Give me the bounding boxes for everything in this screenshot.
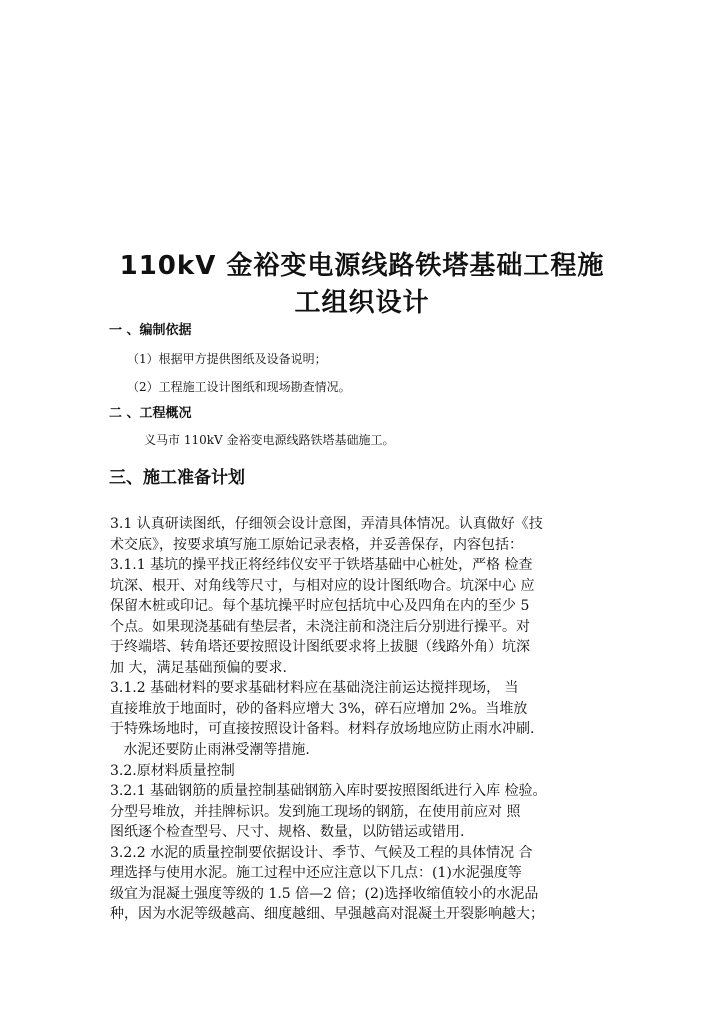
section1-heading: 一 、编制依据 [109, 323, 192, 338]
paragraph-line: 理选择与使用水泥。施工过程中还应注意以下几点：(1)水泥强度等 [110, 865, 522, 881]
section1-item-1: （1）根据甲方提供图纸及设备说明； [127, 352, 327, 366]
paragraph-line: 于终端塔、转角塔还要按照设计图纸要求将上拔腿（线路外角）坑深 [110, 639, 530, 655]
section2-heading: 二 、工程概况 [109, 406, 192, 421]
section1-item-2: （2）工程施工设计图纸和现场勘查情况。 [127, 380, 351, 394]
section3-heading: 三、施工准备计划 [109, 468, 245, 488]
paragraph-line: 坑深、根开、对角线等尺寸，与相对应的设计图纸吻合。坑深中心 应 [110, 577, 535, 594]
paragraph-line: 直接堆放于地面时，砂的备料应增大 3%，碎石应增加 2%。当堆放 [110, 700, 528, 717]
section3-paragraph-2 [110, 740, 616, 925]
paragraph-line: 级宜为混凝土强度等级的 1.5 倍—2 倍；(2)选择收缩值较小的水泥品 [110, 885, 539, 902]
document-title-line2: 工组织设计 [294, 288, 430, 318]
paragraph-line: 图纸逐个检查型号、尺寸、规格、数量，以防错运或错用. [110, 824, 465, 840]
paragraph-line: 术交底》，按要求填写施工原始记录表格，并妥善保存，内容包括： [110, 536, 523, 553]
section2-text: 义马市 110kV 金裕变电源线路铁塔基础施工。 [144, 433, 395, 447]
paragraph-line: 3.2.原材料质量控制 [110, 762, 235, 779]
section3-paragraph-1 [110, 514, 616, 740]
paragraph-line: 3.1.2 基础材料的要求基础材料应在基础浇注前运达搅拌现场， 当 [110, 680, 519, 696]
paragraph-line: 3.2.1 基础钢筋的质量控制基础钢筋入库时要按照图纸进行入库 检验。 [110, 783, 547, 799]
paragraph-line: 水泥还要防止雨淋受潮等措施. [110, 742, 310, 758]
paragraph-line: 3.1.1 基坑的操平找正将经纬仪安平于铁塔基础中心桩处，严格 检查 [110, 557, 533, 573]
paragraph-line: 于特殊场地时，可直接按照设计备料。材料存放场地应防止雨水冲刷. [110, 721, 535, 737]
paragraph-line: 3.1 认真研读图纸，仔细领会设计意图，弄清具体情况。认真做好《技 [110, 516, 543, 532]
paragraph-line: 种，因为水泥等级越高、细度越细、早强越高对混凝土开裂影响越大； [110, 906, 544, 922]
paragraph-line: 加 大，满足基础预偏的要求. [110, 659, 287, 676]
paragraph-line: 保留木桩或印记。每个基坑操平时应包括坑中心及四角在内的至少 5 [110, 598, 530, 614]
paragraph-line: 个点。如果现浇基础有垫层者，未浇注前和浇注后分别进行操平。对 [110, 618, 530, 635]
paragraph-line: 3.2.2 水泥的质量控制要依据设计、季节、气候及工程的具体情况 合 [110, 844, 533, 861]
document-title-line1: 110kV 金裕变电源线路铁塔基础工程施 [119, 251, 605, 281]
paragraph-line: 分型号堆放，并挂牌标识。发到施工现场的钢筋，在使用前应对 照 [110, 803, 521, 820]
